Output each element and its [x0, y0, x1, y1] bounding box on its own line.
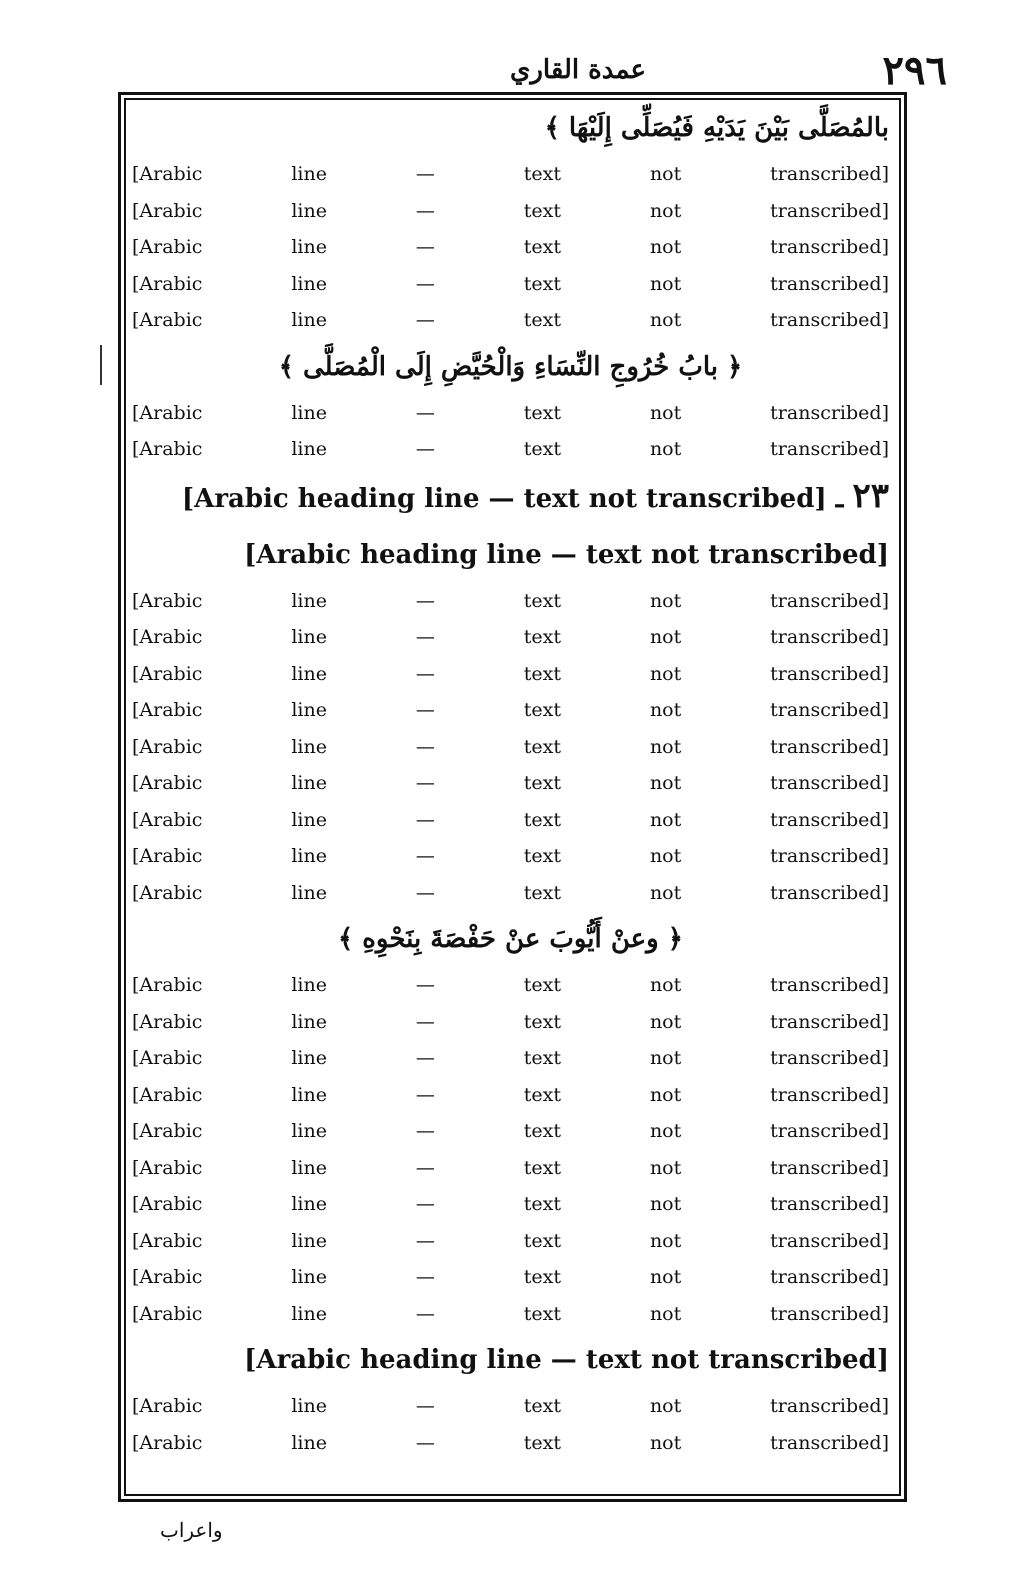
text-line: [Arabic line — text not transcribed] [132, 772, 889, 794]
text-line: [Arabic line — text not transcribed] [132, 699, 889, 721]
text-line: [Arabic line — text not transcribed] [132, 845, 889, 867]
text-line: [Arabic line — text not transcribed] [132, 626, 889, 648]
commentary-paragraph [132, 395, 889, 468]
text-line: [Arabic line — text not transcribed] [132, 1120, 889, 1142]
section-heading [132, 100, 889, 156]
text-line: [Arabic line — text not transcribed] [132, 735, 889, 758]
text-line: [Arabic line — text not transcribed] [132, 1229, 889, 1252]
text-line: [Arabic line — text not transcribed] [132, 1193, 889, 1215]
section-heading [132, 911, 889, 967]
heading-text: [Arabic heading line — text not transcribed] [244, 1345, 889, 1375]
text-line: [Arabic line — text not transcribed] [132, 1047, 889, 1069]
text-line: [Arabic line — text not transcribed] [132, 236, 889, 258]
main-text [132, 100, 889, 1490]
text-line: [Arabic line — text not transcribed] [132, 1266, 889, 1288]
commentary-paragraph [132, 1388, 889, 1461]
text-line: [Arabic line — text not transcribed] [132, 1302, 889, 1325]
text-line: [Arabic line — text not transcribed] [132, 881, 889, 904]
section-heading [132, 339, 889, 395]
book-title: عمدة القاري [510, 55, 646, 85]
text-line: [Arabic line — text not transcribed] [132, 589, 889, 612]
text-line: [Arabic line — text not transcribed] [132, 309, 889, 331]
section-heading: ٢٣ ـ [Arabic heading line — text not transcribed] [181, 475, 889, 516]
running-header [130, 44, 947, 96]
commentary-paragraph [132, 967, 889, 1332]
text-line: [Arabic line — text not transcribed] [132, 1431, 889, 1454]
heading-text: ﴿ بابُ خُرُوجِ النِّسَاءِ وَالْحُيَّضِ إِلَى الْمُصَلَّى ﴾ [278, 351, 743, 382]
text-line: [Arabic line — text not transcribed] [132, 974, 889, 996]
text-line: [Arabic line — text not transcribed] [132, 1083, 889, 1106]
commentary-paragraph [132, 156, 889, 339]
text-line: [Arabic line — text not transcribed] [132, 808, 889, 831]
text-line: [Arabic line — text not transcribed] [132, 1010, 889, 1033]
text-line: [Arabic line — text not transcribed] [132, 272, 889, 295]
text-line: [Arabic line — text not transcribed] [132, 199, 889, 222]
section-heading [132, 1332, 889, 1388]
commentary-paragraph [132, 583, 889, 912]
text-line: [Arabic line — text not transcribed] [132, 401, 889, 424]
heading-text: [Arabic heading line — text not transcribed] [181, 483, 827, 514]
text-line: [Arabic line — text not transcribed] [132, 1395, 889, 1417]
page-number: ٢٩٦ [882, 46, 947, 94]
text-line: [Arabic line — text not transcribed] [132, 163, 889, 185]
text-line: [Arabic line — text not transcribed] [132, 1156, 889, 1179]
heading-text: ﴿ وعنْ أَيُّوبَ عنْ حَفْصَةَ بِنَحْوِهِ ﴾ [338, 924, 683, 954]
text-line: [Arabic line — text not transcribed] [132, 438, 889, 460]
hadith-number: ٢٣ [852, 475, 889, 516]
text-line: [Arabic line — text not transcribed] [132, 662, 889, 685]
heading-text: بالمُصَلَّى بَيْنَ يَدَيْهِ فَيُصَلِّى إِلَيْهَا ﴾ [544, 113, 889, 143]
section-heading [132, 527, 889, 583]
catchword: واعراب [160, 1518, 223, 1542]
heading-text: [Arabic heading line — text not transcribed] [244, 539, 889, 570]
margin-mark [100, 345, 102, 385]
